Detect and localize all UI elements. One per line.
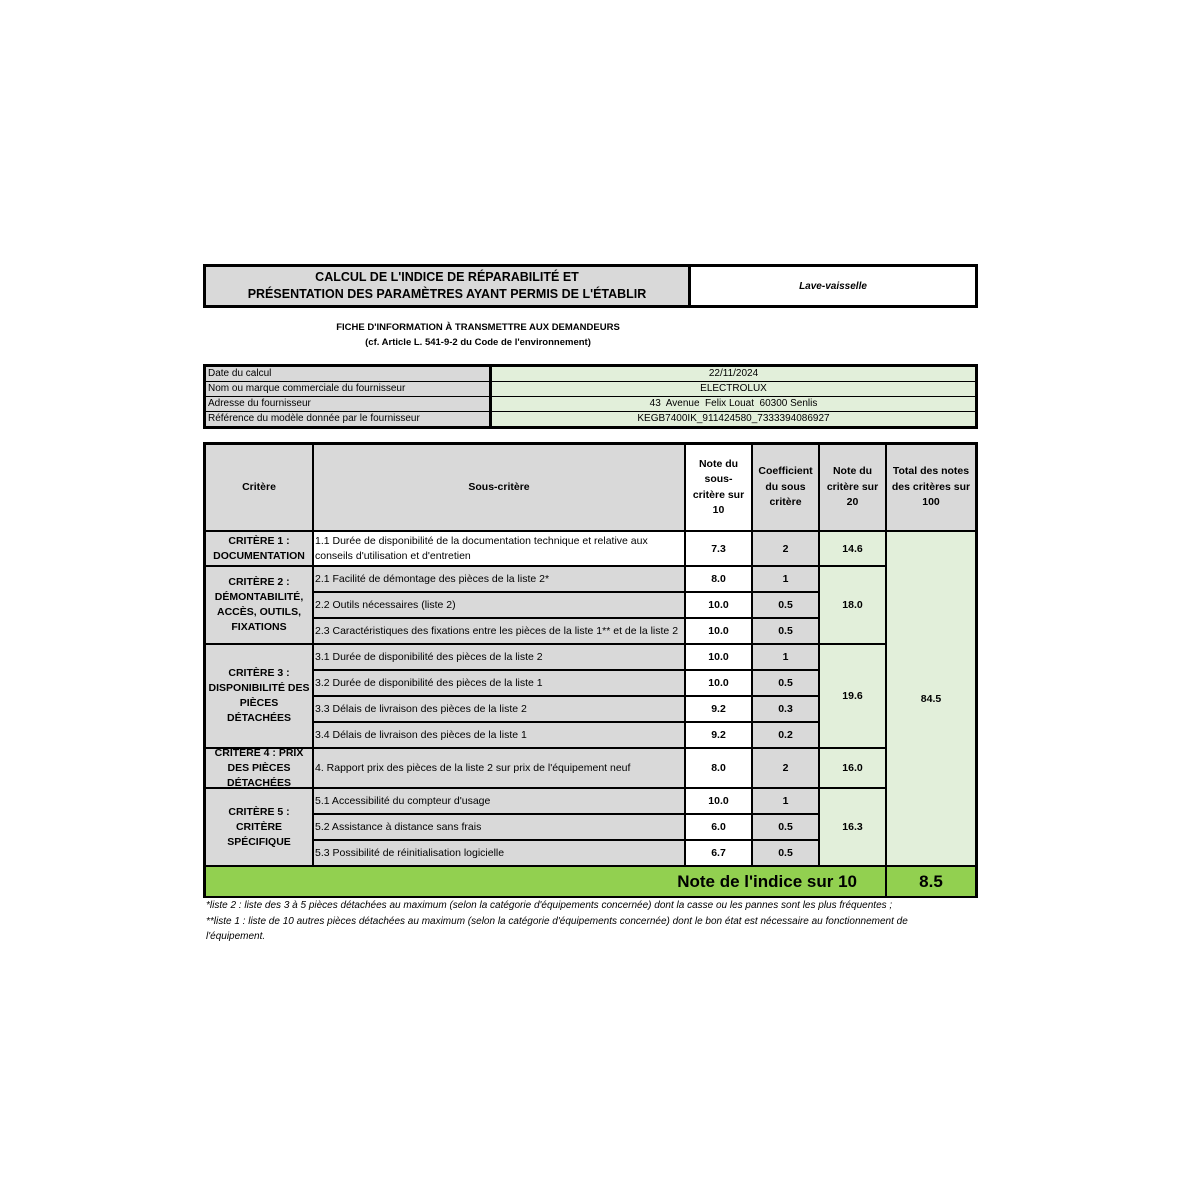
date-label: Date du calcul [206,367,489,381]
coef-4: 2 [753,749,818,787]
footnote-list-1: **liste 1 : liste de 10 autres pièces détachées au maximum (selon la catégorie d'équipements concernée) dont le bon état est nécessaire au fonctionnement de l'équipement. [206,915,908,942]
coef-1-1: 2 [753,532,818,565]
sub-criterion-5-2: 5.2 Assistance à distance sans frais [314,815,684,839]
footnotes [206,898,966,945]
criterion-1: CRITÈRE 1 : DOCUMENTATION [206,532,312,565]
address-value: 43 Avenue Felix Louat 60300 Senlis [492,397,975,411]
date-value: 22/11/2024 [492,367,975,381]
score-criterion-2: 18.0 [820,567,885,643]
sub-criterion-2-2: 2.2 Outils nécessaires (liste 2) [314,593,684,617]
sub-criterion-2-3: 2.3 Caractéristiques des fixations entre les pièces de la liste 1** et de la liste 2 [314,619,684,643]
note-3-1: 10.0 [686,645,751,669]
total-score: 84.5 [887,532,975,865]
score-criterion-1: 14.6 [820,532,885,565]
note-1-1: 7.3 [686,532,751,565]
title-line-1: CALCUL DE L'INDICE DE RÉPARABILITÉ ET [315,270,579,284]
sub-criterion-3-3: 3.3 Délais de livraison des pièces de la liste 2 [314,697,684,721]
coef-2-2: 0.5 [753,593,818,617]
coef-3-3: 0.3 [753,697,818,721]
final-index-label: Note de l'indice sur 10 [206,867,885,896]
criterion-5: CRITÈRE 5 : CRITÈRE SPÉCIFIQUE [206,789,312,865]
title-line-2: PRÉSENTATION DES PARAMÈTRES AYANT PERMIS DE L'ÉTABLIR [247,287,647,301]
sub-criterion-2-1: 2.1 Facilité de démontage des pièces de la liste 2* [314,567,684,591]
criterion-2: CRITÈRE 2 : DÉMONTABILITÉ, ACCÈS, OUTILS, FIXATIONS [206,567,312,643]
sub-criterion-5-3: 5.3 Possibilité de réinitialisation logicielle [314,841,684,865]
note-4: 8.0 [686,749,751,787]
sub-criterion-3-2: 3.2 Durée de disponibilité des pièces de la liste 1 [314,671,684,695]
score-criterion-5: 16.3 [820,789,885,865]
note-3-3: 9.2 [686,697,751,721]
header-coefficient: Coefficient du sous critère [753,445,818,530]
note-3-4: 9.2 [686,723,751,747]
sub-criterion-3-4: 3.4 Délais de livraison des pièces de la liste 1 [314,723,684,747]
coef-3-2: 0.5 [753,671,818,695]
supplier-info-table [203,364,978,429]
sub-criterion-1-1: 1.1 Durée de disponibilité de la documentation technique et relative aux conseils d'utilisation et d'entretien [314,532,684,565]
coef-5-1: 1 [753,789,818,813]
header-critere: Critère [206,445,312,530]
coef-2-1: 1 [753,567,818,591]
subheader-line-2: (cf. Article L. 541-9-2 du Code de l'environnement) [365,337,591,348]
criterion-4: CRITÈRE 4 : PRIX DES PIÈCES DÉTACHÉES [206,749,312,787]
header-note-sous-critere: Note du sous-critère sur 10 [686,445,751,530]
score-table [203,442,978,898]
note-2-1: 8.0 [686,567,751,591]
coef-3-4: 0.2 [753,723,818,747]
address-label: Adresse du fournisseur [206,397,489,411]
product-type: Lave-vaisselle [799,280,867,292]
sub-criterion-3-1: 3.1 Durée de disponibilité des pièces de la liste 2 [314,645,684,669]
criterion-3: CRITÈRE 3 : DISPONIBILITÉ DES PIÈCES DÉTACHÉES [206,645,312,747]
note-2-3: 10.0 [686,619,751,643]
note-5-1: 10.0 [686,789,751,813]
final-index-value: 8.5 [887,867,975,896]
coef-3-1: 1 [753,645,818,669]
note-5-2: 6.0 [686,815,751,839]
document-header [203,264,978,308]
coef-2-3: 0.5 [753,619,818,643]
model-ref-label: Référence du modèle donnée par le fournisseur [206,412,489,426]
coef-5-2: 0.5 [753,815,818,839]
brand-label: Nom ou marque commerciale du fournisseur [206,382,489,396]
document-title [206,267,691,305]
score-criterion-4: 16.0 [820,749,885,787]
note-5-3: 6.7 [686,841,751,865]
note-2-2: 10.0 [686,593,751,617]
footnote-list-2: *liste 2 : liste des 3 à 5 pièces détachées au maximum (selon la catégorie d'équipements concernée) dont la casse ou les pannes sont les plus fréquentes ; [206,900,893,911]
coef-5-3: 0.5 [753,841,818,865]
sub-criterion-5-1: 5.1 Accessibilité du compteur d'usage [314,789,684,813]
score-criterion-3: 19.6 [820,645,885,747]
brand-value: ELECTROLUX [492,382,975,396]
subheader [203,320,753,350]
header-total: Total des notes des critères sur 100 [887,445,975,530]
sub-criterion-4: 4. Rapport prix des pièces de la liste 2 sur prix de l'équipement neuf [314,749,684,787]
subheader-line-1: FICHE D'INFORMATION À TRANSMETTRE AUX DEMANDEURS [336,322,620,333]
header-sous-critere: Sous-critère [314,445,684,530]
model-ref-value: KEGB7400IK_911424580_7333394086927 [492,412,975,426]
header-note-critere: Note du critère sur 20 [820,445,885,530]
note-3-2: 10.0 [686,671,751,695]
